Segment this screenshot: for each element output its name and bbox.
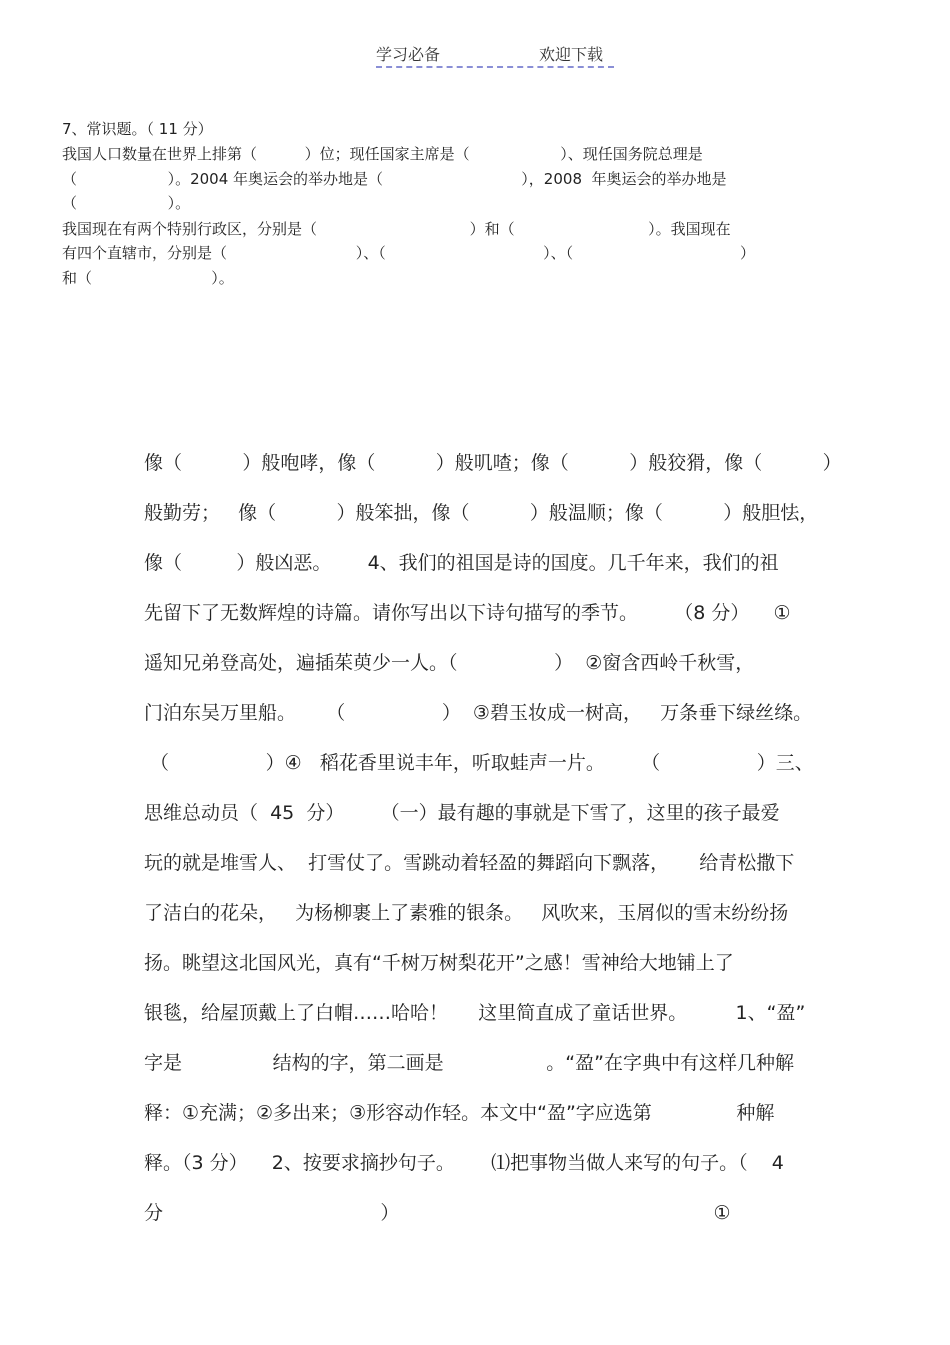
- page-header: [376, 40, 614, 68]
- header-left-text: 学习必备: [376, 45, 441, 64]
- question-line: 我国现在有两个特别行政区，分别是（ ）和（ ）。我国现在: [62, 220, 731, 238]
- passage-line: 遥知兄弟登高处，遍插茱萸少一人。（ ） ②窗含西岭千秋雪，: [144, 652, 755, 674]
- passage-line: 字是 结构的字，第二画是 。“盈”在字典中有这样几种解: [144, 1052, 794, 1074]
- header-right-text: 欢迎下载: [539, 45, 604, 64]
- question-line: 有四个直辖市，分别是（ ）、（ ）、（ ）: [62, 244, 755, 262]
- passage-line: 扬。眺望这北国风光，真有“千树万树梨花开”之感！雪神给大地铺上了: [144, 952, 734, 974]
- passage-line: 般勤劳； 像（ ）般笨拙，像（ ）般温顺；像（ ）般胆怯，: [144, 502, 819, 524]
- passage-line: 先留下了无数辉煌的诗篇。请你写出以下诗句描写的季节。 （8 分） ①: [144, 602, 791, 624]
- question-line: （ ）。: [62, 194, 191, 212]
- question-title: 7、常识题。（ 11 分）: [62, 120, 213, 138]
- passage-line: 释：①充满；②多出来；③形容动作轻。本文中“盈”字应选第 种解: [144, 1102, 775, 1124]
- question-line: 和（ ）。: [62, 269, 234, 287]
- passage-line: 玩的就是堆雪人、 打雪仗了。雪跳动着轻盈的舞蹈向下飘落， 给青松撒下: [144, 852, 795, 874]
- passage-line: 像（ ）般凶恶。 4、我们的祖国是诗的国度。几千年来，我们的祖: [144, 552, 779, 574]
- passage-line: 门泊东吴万里船。 （ ） ③碧玉妆成一树高， 万条垂下绿丝绦。: [144, 702, 813, 724]
- passage-line: （ ）④ 稻花香里说丰年，听取蛙声一片。 （ ）三、: [144, 752, 814, 774]
- passage-line: 释。（3 分） 2、按要求摘抄句子。 ⑴把事物当做人来写的句子。（ 4: [144, 1152, 784, 1174]
- passage-line: 了洁白的花朵， 为杨柳裹上了素雅的银条。 风吹来，玉屑似的雪末纷纷扬: [144, 902, 789, 924]
- question-line: 我国人口数量在世界上排第（ ）位；现任国家主席是（ ）、现任国务院总理是: [62, 145, 703, 163]
- passage-line: 像（ ）般咆哮，像（ ）般叽喳；像（ ）般狡猾，像（ ）: [144, 452, 842, 474]
- passage-line: 分 ） ①: [144, 1202, 731, 1224]
- passage-line: 银毯，给屋顶戴上了白帽……哈哈！ 这里简直成了童话世界。 1、“盈”: [144, 1002, 806, 1024]
- question-line: （ ）。2004 年奥运会的举办地是（ ），2008 年奥运会的举办地是: [62, 170, 727, 188]
- passage-line: 思维总动员（ 45 分） （一）最有趣的事就是下雪了，这里的孩子最爱: [144, 802, 780, 824]
